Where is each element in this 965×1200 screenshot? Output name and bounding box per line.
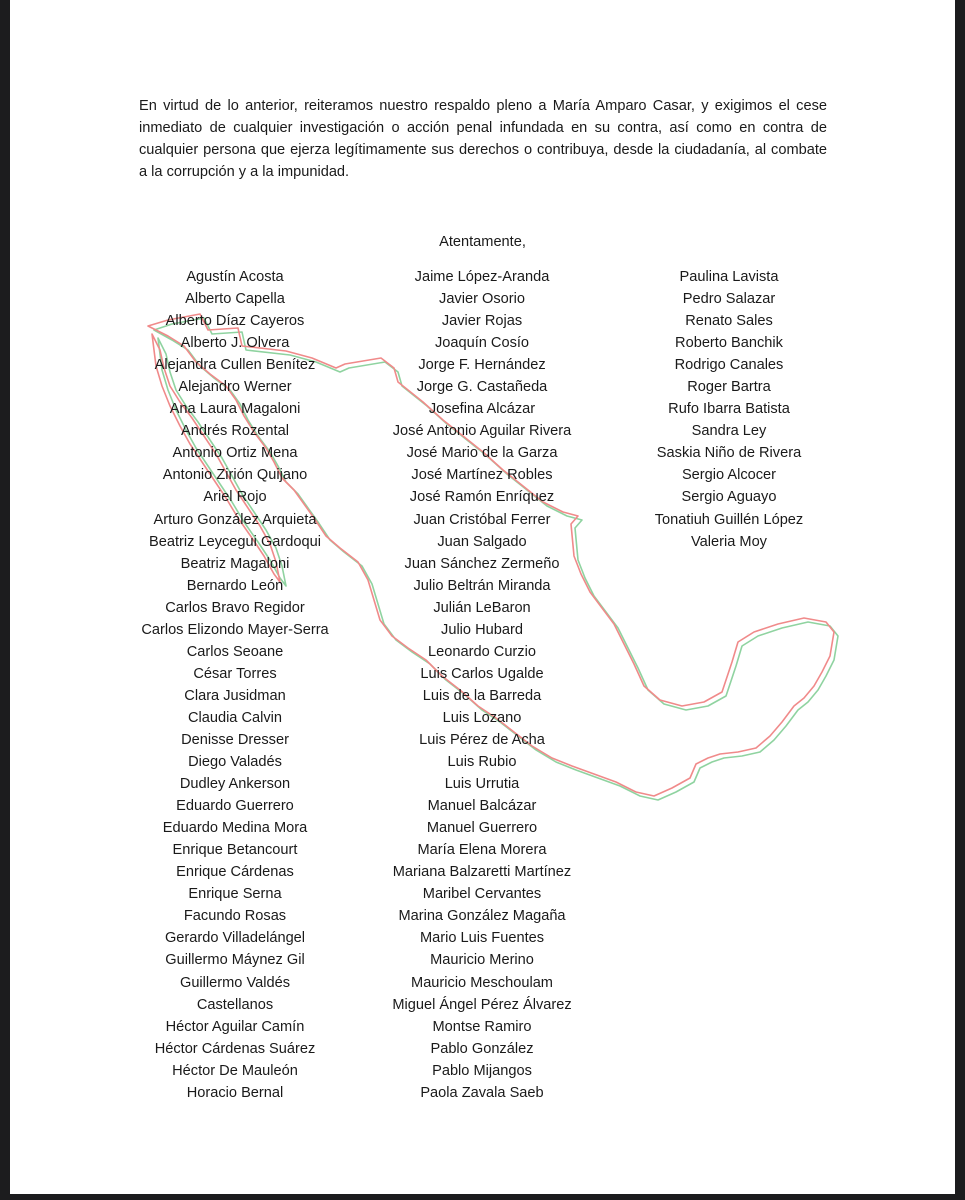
signatory-name: César Torres <box>193 665 277 682</box>
signatory-name: Alberto Capella <box>185 291 285 308</box>
signatories-column-3 <box>614 266 844 553</box>
signatory-name: Antonio Zirión Quijano <box>162 467 308 484</box>
signatory-name: Mauricio Meschoulam <box>411 974 553 991</box>
signatory-name: Eduardo Medina Mora <box>162 820 308 837</box>
signatory-name: Rufo Ibarra Batista <box>668 401 790 418</box>
signatory-name: Castellanos <box>196 996 274 1013</box>
signatory-name: Héctor De Mauleón <box>172 1062 298 1079</box>
signatory-name: Roberto Banchik <box>675 335 783 352</box>
signatory-name: Rodrigo Canales <box>674 357 784 374</box>
signatory-name: Leonardo Curzio <box>428 643 536 660</box>
signatory-name: Andrés Rozental <box>181 423 289 440</box>
bottom-frame-edge <box>0 1194 965 1200</box>
signatory-name: Beatriz Leycegui Gardoqui <box>149 533 321 550</box>
signatory-name: Jorge G. Castañeda <box>416 379 548 396</box>
signatory-name: Sergio Alcocer <box>681 467 777 484</box>
signatory-name: Carlos Bravo Regidor <box>165 599 305 616</box>
signatory-name: José Antonio Aguilar Rivera <box>392 423 572 440</box>
signatory-name: Horacio Bernal <box>186 1084 284 1101</box>
signatory-name: Beatriz Magaloni <box>180 555 290 572</box>
signatory-name: Paola Zavala Saeb <box>420 1084 544 1101</box>
signatory-name: Eduardo Guerrero <box>176 798 294 815</box>
signatories-column-1 <box>120 266 350 1104</box>
signatory-name: Gerardo Villadelángel <box>164 930 306 947</box>
left-frame-edge <box>0 0 10 1200</box>
signatory-name: Denisse Dresser <box>181 731 289 748</box>
signatory-name: Julio Hubard <box>441 621 523 638</box>
signatory-name: Maribel Cervantes <box>422 886 542 903</box>
signatory-name: Enrique Cárdenas <box>176 864 294 881</box>
signatory-name: Pablo González <box>430 1040 534 1057</box>
signatory-name: Julián LeBaron <box>433 599 531 616</box>
signatory-name: Alejandro Werner <box>178 379 292 396</box>
signatory-name: Facundo Rosas <box>183 908 287 925</box>
signatory-name: Clara Jusidman <box>184 687 286 704</box>
signatory-name: María Elena Morera <box>417 842 547 859</box>
signatory-name: Guillermo Valdés <box>179 974 291 991</box>
signatory-name: Saskia Niño de Rivera <box>656 445 802 462</box>
signatory-name: Luis Lozano <box>442 709 522 726</box>
signatory-name: Alberto J. Olvera <box>180 335 290 352</box>
signatory-name: Marina González Magaña <box>398 908 566 925</box>
signatory-name: Luis Urrutia <box>444 776 520 793</box>
signatory-name: Alberto Díaz Cayeros <box>165 313 305 330</box>
body-paragraph: En virtud de lo anterior, reiteramos nuestro respaldo pleno a María Amparo Casar, y exigimos el cese inmediato de cualquier investigación o acción penal infundada en su contra, así como en contra de cualquier persona que ejerza legítimamente sus derechos o contribuya, desde la ciudadanía, al combate a la corrupción y a la impunidad. <box>139 98 827 180</box>
signatory-name: Montse Ramiro <box>432 1018 532 1035</box>
closing-salutation: Atentamente, <box>439 234 526 250</box>
signatory-name: Josefina Alcázar <box>428 401 536 418</box>
right-frame-edge <box>955 0 965 1200</box>
signatories-column-2 <box>367 266 597 1104</box>
signatory-name: Luis Carlos Ugalde <box>420 665 544 682</box>
signatory-name: Tonatiuh Guillén López <box>654 511 804 528</box>
signatory-name: Sergio Aguayo <box>681 489 777 506</box>
signatory-name: Luis Rubio <box>447 754 517 771</box>
signatory-name: Miguel Ángel Pérez Álvarez <box>392 996 572 1013</box>
signatory-name: Antonio Ortiz Mena <box>172 445 298 462</box>
signatory-name: Joaquín Cosío <box>434 335 530 352</box>
signatory-name: Mauricio Merino <box>430 952 534 969</box>
signatory-name: Arturo González Arquieta <box>153 511 317 528</box>
signatory-name: Luis Pérez de Acha <box>419 731 545 748</box>
signatory-name: Héctor Cárdenas Suárez <box>154 1040 316 1057</box>
signatory-name: Manuel Guerrero <box>426 820 538 837</box>
signatory-name: Guillermo Máynez Gil <box>165 952 305 969</box>
signatory-name: Mariana Balzaretti Martínez <box>392 864 572 881</box>
signatory-name: Carlos Elizondo Mayer-Serra <box>141 621 329 638</box>
signatory-name: Enrique Serna <box>188 886 282 903</box>
signatory-name: Alejandra Cullen Benítez <box>154 357 316 374</box>
signatory-name: Juan Salgado <box>437 533 527 550</box>
signatory-name: Carlos Seoane <box>186 643 284 660</box>
signatory-name: Javier Osorio <box>439 291 525 308</box>
signatory-name: Juan Cristóbal Ferrer <box>413 511 551 528</box>
signatory-name: José Mario de la Garza <box>406 445 558 462</box>
signatory-name: Pablo Mijangos <box>432 1062 532 1079</box>
signatory-name: Dudley Ankerson <box>179 776 291 793</box>
signatory-name: Enrique Betancourt <box>172 842 298 859</box>
signatory-name: Héctor Aguilar Camín <box>165 1018 305 1035</box>
signatory-name: José Martínez Robles <box>411 467 553 484</box>
signatory-name: Jaime López-Aranda <box>414 269 550 285</box>
signatory-name: Julio Beltrán Miranda <box>413 577 551 594</box>
signatory-name: Ana Laura Magaloni <box>169 401 301 418</box>
signatory-name: Renato Sales <box>685 313 773 330</box>
signatory-name: José Ramón Enríquez <box>409 489 555 506</box>
signatory-name: Bernardo León <box>186 577 284 594</box>
signatory-name: Pedro Salazar <box>682 291 776 308</box>
signatory-name: Jorge F. Hernández <box>418 357 546 374</box>
signatory-name: Sandra Ley <box>691 423 767 440</box>
signatory-name: Roger Bartra <box>687 379 771 396</box>
signatory-name: Paulina Lavista <box>679 269 779 285</box>
signatory-name: Javier Rojas <box>441 313 523 330</box>
signatory-name: Claudia Calvin <box>187 709 283 726</box>
signatory-name: Ariel Rojo <box>203 489 267 506</box>
signatory-name: Luis de la Barreda <box>422 687 542 704</box>
signatory-name: Agustín Acosta <box>186 269 284 285</box>
signatory-name: Juan Sánchez Zermeño <box>404 555 560 572</box>
signatory-name: Valeria Moy <box>691 533 767 550</box>
signatory-name: Diego Valadés <box>188 754 282 771</box>
signatory-name: Manuel Balcázar <box>427 798 537 815</box>
signatory-name: Mario Luis Fuentes <box>419 930 545 947</box>
